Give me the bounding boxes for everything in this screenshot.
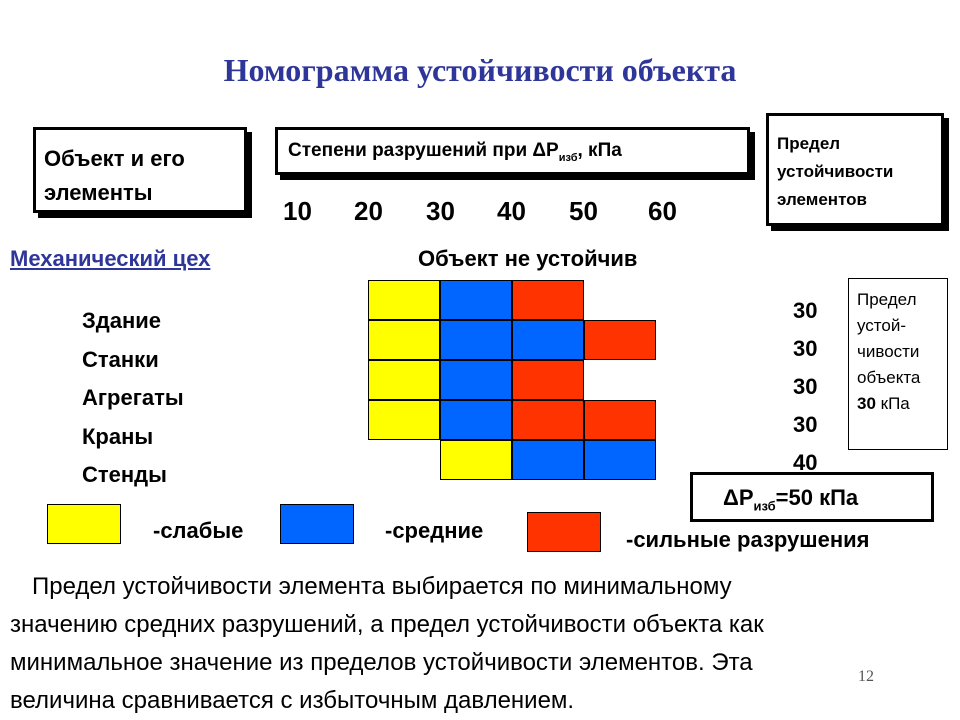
object-box-line-1: Объект и его	[44, 146, 185, 171]
element-limit-values	[793, 292, 817, 482]
element-building: Здание	[82, 308, 162, 333]
grid-cell-r4-c3	[512, 400, 584, 440]
grid-cell-r4-c1	[368, 400, 440, 440]
limit-value-machines: 30	[793, 336, 818, 361]
limit-value-cranes: 30	[793, 412, 818, 437]
object-limit-line-3: чивости	[857, 342, 920, 361]
element-machines: Станки	[82, 346, 159, 372]
grid-cell-r4-c4	[584, 400, 656, 440]
destruction-degrees-box	[275, 127, 750, 175]
object-limit-unit: кПа	[875, 394, 910, 413]
scale-tick-40: 40	[497, 196, 526, 226]
grid-cell-r5-c4	[584, 440, 656, 480]
object-limit-value: 30	[857, 394, 876, 413]
pressure-value: =50 кПа	[775, 485, 859, 510]
legend-strong-label: -сильные разрушения	[626, 527, 870, 552]
element-stands: Стенды	[82, 462, 167, 487]
scale-tick-20: 20	[354, 196, 383, 226]
scale-tick-50: 50	[569, 196, 598, 226]
paragraph-line-1: Предел устойчивости элемента выбирается по минимальному	[32, 573, 732, 600]
element-units: Агрегаты	[82, 385, 184, 410]
grid-cell-r1-c3	[512, 280, 584, 320]
explanation-paragraph	[10, 568, 955, 720]
object-elements-box	[33, 127, 247, 213]
paragraph-line-2: значению средних разрушений, а предел устойчивости объекта как	[10, 611, 764, 638]
limit-value-stands: 40	[793, 450, 818, 475]
grid-cell-r3-c2	[440, 360, 512, 400]
paragraph-line-3: минимальное значение из пределов устойчивости элементов. Эта	[10, 649, 753, 676]
section-label[interactable]: Механический цех	[10, 246, 211, 271]
grid-cell-r1-c1	[368, 280, 440, 320]
object-limit-line-1: Предел	[857, 290, 917, 309]
object-box-line-2: элементы	[44, 180, 153, 205]
page-number: 12	[858, 668, 874, 685]
degrees-unit: , кПа	[577, 140, 622, 161]
element-cranes: Краны	[82, 423, 154, 449]
object-limit-line-4: объекта	[857, 368, 921, 387]
legend-weak-swatch	[47, 504, 121, 544]
limit-box-line-1: Предел	[777, 134, 841, 153]
grid-cell-r3-c3	[512, 360, 584, 400]
limit-value-building: 30	[793, 298, 818, 323]
object-limit-line-2: устой-	[857, 316, 907, 335]
limit-value-units: 30	[793, 374, 818, 399]
limit-box-line-3: элементов	[777, 190, 868, 209]
grid-cell-r5-c3	[512, 440, 584, 480]
legend-weak-label: -слабые	[153, 518, 244, 543]
element-list	[82, 302, 184, 495]
grid-cell-r2-c2	[440, 320, 512, 360]
pressure-prefix: ΔP	[723, 485, 754, 510]
scale-tick-10: 10	[283, 196, 312, 226]
grid-cell-r5-c2	[440, 440, 512, 480]
nomogram-grid	[368, 280, 658, 480]
object-status-label: Объект не устойчив	[418, 246, 638, 271]
limit-box-line-2: устойчивости	[777, 162, 894, 181]
legend-medium-label: -средние	[385, 518, 484, 543]
slide-title: Номограмма устойчивости объекта	[223, 52, 737, 88]
scale-tick-60: 60	[648, 196, 677, 226]
pressure-subscript: изб	[753, 498, 776, 514]
legend-strong-swatch	[527, 512, 601, 552]
object-limit-box	[848, 278, 948, 450]
grid-cell-r4-c2	[440, 400, 512, 440]
degrees-main-text: Степени разрушений при ΔP	[288, 140, 559, 161]
grid-cell-r1-c2	[440, 280, 512, 320]
scale-tick-30: 30	[426, 196, 455, 226]
degrees-subscript: изб	[558, 151, 578, 164]
grid-cell-r2-c4	[584, 320, 656, 360]
paragraph-line-4: величина сравнивается с избыточным давлением.	[10, 687, 575, 714]
legend-medium-swatch	[280, 504, 354, 544]
element-limit-box	[766, 113, 944, 226]
grid-cell-r2-c3	[512, 320, 584, 360]
object-limit-value-line	[857, 391, 947, 417]
excess-pressure-box	[690, 472, 934, 522]
grid-cell-r3-c1	[368, 360, 440, 400]
grid-cell-r2-c1	[368, 320, 440, 360]
